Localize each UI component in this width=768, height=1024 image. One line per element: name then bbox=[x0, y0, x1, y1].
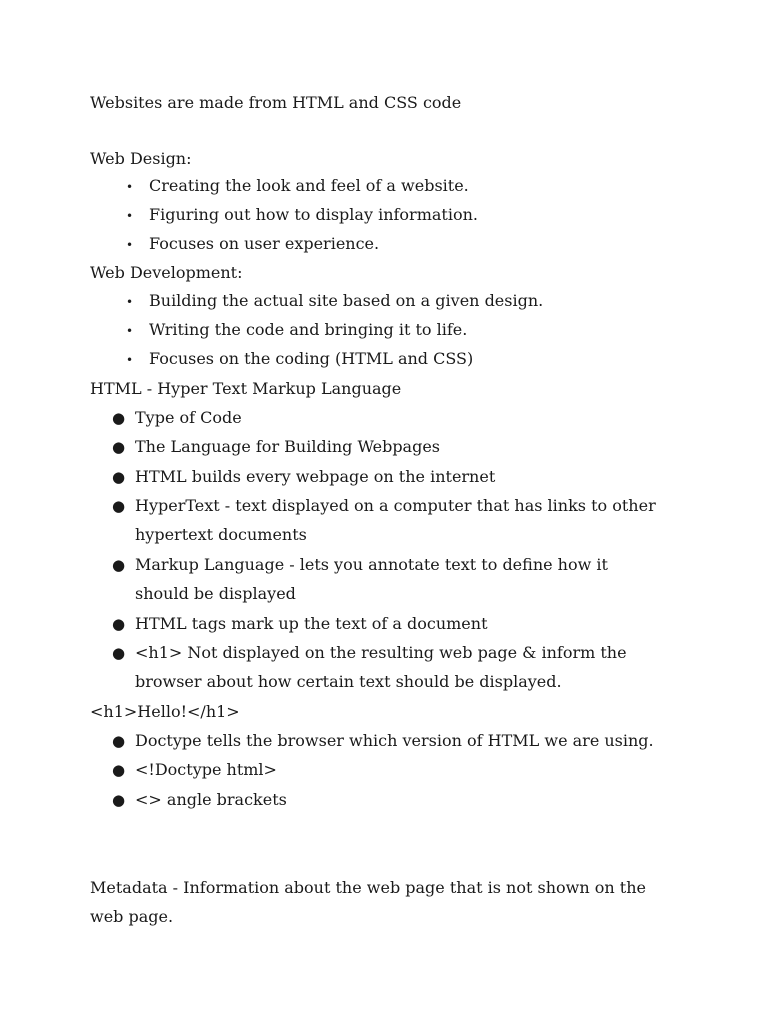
list-item: The Language for Building Webpages bbox=[135, 437, 441, 456]
list-item: HyperText - text displayed on a computer that has links to other bbox=[135, 496, 656, 515]
bullet-icon: ● bbox=[112, 497, 126, 515]
list-item: Creating the look and feel of a website. bbox=[149, 176, 469, 195]
bullet-icon: ● bbox=[112, 438, 126, 456]
list-item: Writing the code and bringing it to life. bbox=[149, 320, 468, 339]
list-item: Focuses on the coding (HTML and CSS) bbox=[149, 349, 474, 368]
list-item: Type of Code bbox=[135, 408, 242, 427]
bullet-icon: ● bbox=[112, 556, 126, 574]
bullet-icon: • bbox=[126, 209, 134, 223]
list-item: HTML builds every webpage on the internet bbox=[135, 467, 496, 486]
list-item: Figuring out how to display information. bbox=[149, 205, 478, 224]
list-item: Focuses on user experience. bbox=[149, 234, 380, 253]
list-item-continuation: hypertext documents bbox=[135, 525, 307, 544]
list-item: Doctype tells the browser which version of HTML we are using. bbox=[135, 731, 654, 750]
bullet-icon: • bbox=[126, 324, 134, 338]
list-item: <h1> Not displayed on the resulting web page & inform the bbox=[135, 643, 627, 662]
bullet-icon: • bbox=[126, 180, 134, 194]
h1-example: <h1>Hello!</h1> bbox=[90, 702, 240, 721]
bullet-icon: • bbox=[126, 353, 134, 367]
html-heading: HTML - Hyper Text Markup Language bbox=[90, 379, 402, 398]
list-item-continuation: browser about how certain text should be displayed. bbox=[135, 672, 562, 691]
web-design-heading: Web Design: bbox=[90, 149, 192, 168]
list-item: Markup Language - lets you annotate text to define how it bbox=[135, 555, 608, 574]
bullet-icon: ● bbox=[112, 409, 126, 427]
web-development-heading: Web Development: bbox=[90, 263, 243, 282]
metadata-text-line2: web page. bbox=[90, 907, 174, 926]
bullet-icon: ● bbox=[112, 615, 126, 633]
metadata-text-line1: Metadata - Information about the web page that is not shown on the bbox=[90, 878, 646, 897]
bullet-icon: ● bbox=[112, 644, 126, 662]
bullet-icon: ● bbox=[112, 761, 126, 779]
bullet-icon: ● bbox=[112, 732, 126, 750]
list-item: HTML tags mark up the text of a document bbox=[135, 614, 488, 633]
intro-text: Websites are made from HTML and CSS code bbox=[90, 93, 462, 112]
bullet-icon: • bbox=[126, 238, 134, 252]
list-item: Building the actual site based on a given design. bbox=[149, 291, 544, 310]
bullet-icon: • bbox=[126, 295, 134, 309]
list-item: <!Doctype html> bbox=[135, 760, 277, 779]
bullet-icon: ● bbox=[112, 791, 126, 809]
list-item: <> angle brackets bbox=[135, 790, 287, 809]
list-item-continuation: should be displayed bbox=[135, 584, 296, 603]
bullet-icon: ● bbox=[112, 468, 126, 486]
